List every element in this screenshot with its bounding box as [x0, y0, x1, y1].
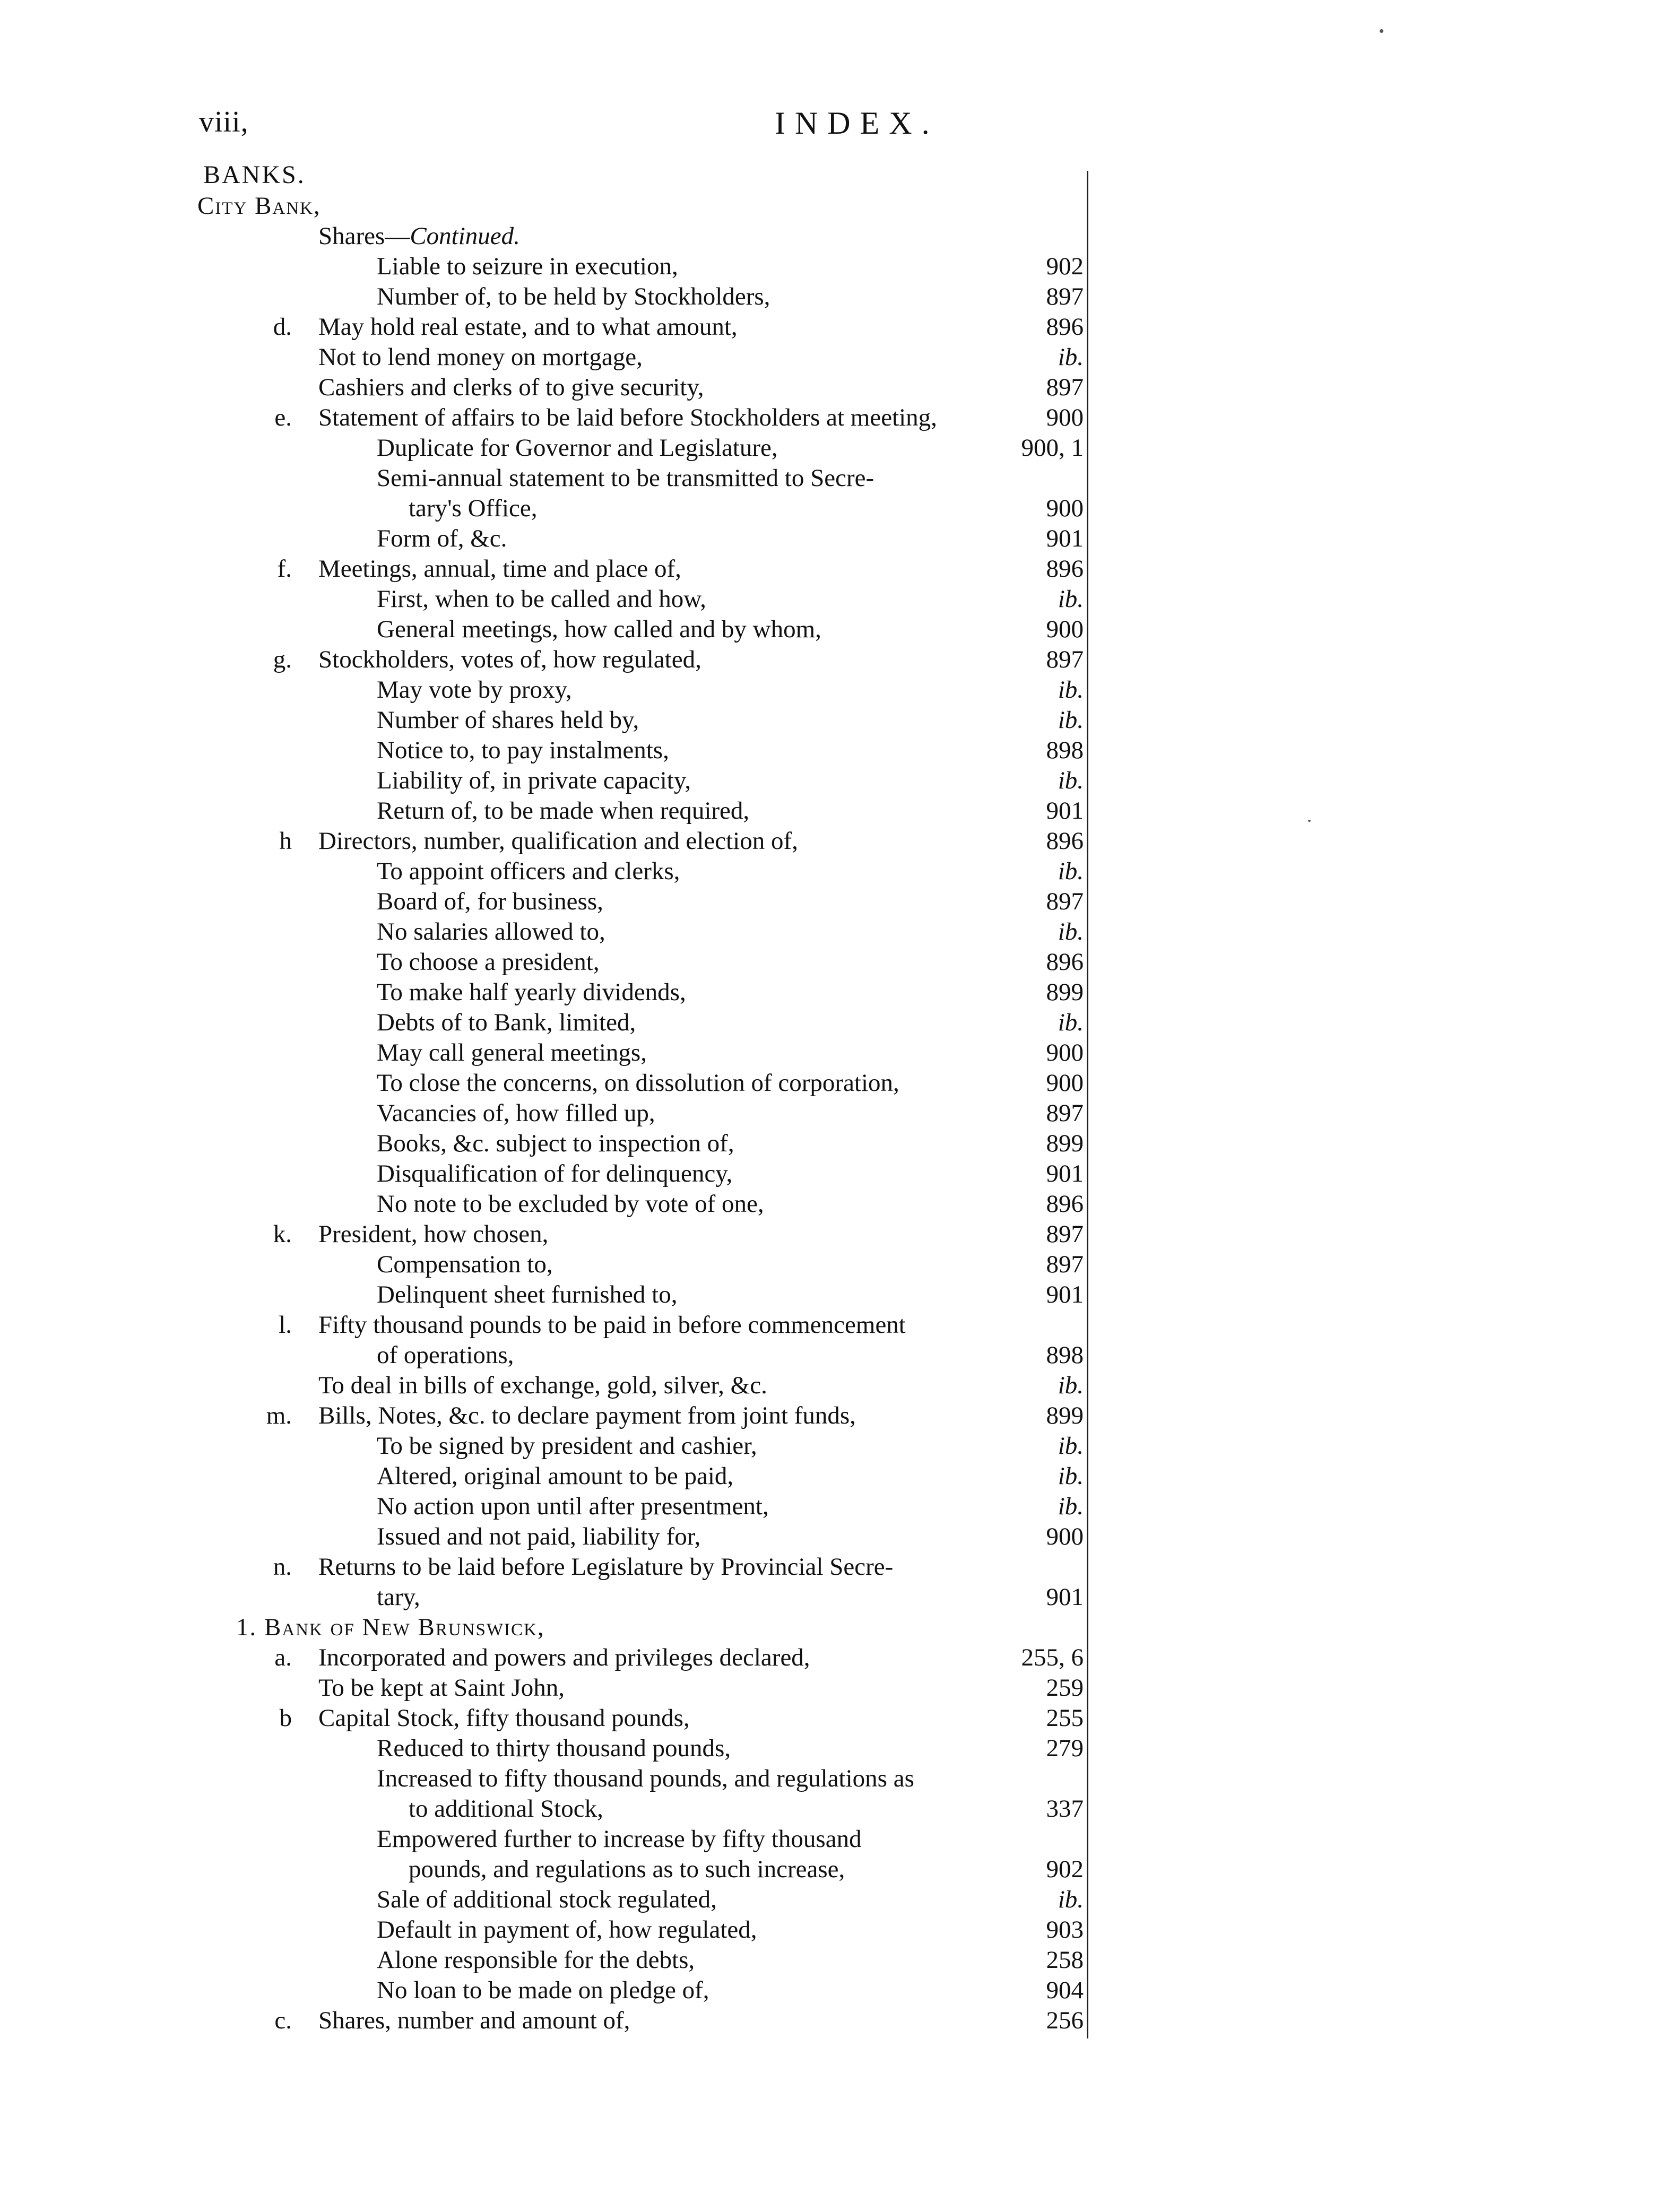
index-entry [0, 917, 1663, 947]
entry-text: To appoint officers and clerks, [377, 857, 680, 885]
entry-page-ref: 896 [1046, 948, 1084, 976]
entry-text: Default in payment of, how regulated, [377, 1916, 757, 1944]
entry-text: Number of, to be held by Stockholders, [377, 283, 770, 310]
entry-page-ref: 897 [1046, 646, 1084, 673]
entry-text: Bills, Notes, &c. to declare payment from joint funds, [318, 1402, 856, 1429]
entry-text: Altered, original amount to be paid, [377, 1462, 734, 1490]
entry-letter: k. [273, 1220, 292, 1248]
index-entry [0, 1915, 1663, 1945]
entry-text: First, when to be called and how, [377, 585, 706, 613]
entry-page-ref: 902 [1046, 253, 1084, 280]
index-entry [0, 1854, 1663, 1885]
entry-page-ref: 900, 1 [1021, 434, 1084, 462]
index-entry [0, 554, 1663, 584]
entry-page-ref: 900 [1046, 1069, 1084, 1097]
entry-page-ref: ib. [1058, 676, 1084, 704]
index-entry [0, 735, 1663, 766]
index-entry [0, 1552, 1663, 1582]
entry-page-ref: 279 [1046, 1734, 1084, 1762]
entry-text: Books, &c. subject to inspection of, [377, 1130, 734, 1157]
index-entry [0, 1219, 1663, 1250]
index-entry [0, 977, 1663, 1008]
entry-text: General meetings, how called and by whom, [377, 615, 821, 643]
page-speck [1308, 820, 1311, 822]
entry-page-ref: ib. [1058, 706, 1084, 734]
entry-page-ref: 900 [1046, 404, 1084, 431]
entry-text: May vote by proxy, [377, 676, 572, 704]
entry-text-emphasis: Continued. [410, 222, 520, 250]
index-entry [0, 1582, 1663, 1612]
index-entry [0, 705, 1663, 735]
entry-text: Reduced to thirty thousand pounds, [377, 1734, 731, 1762]
entry-text: No action upon until after presentment, [377, 1493, 769, 1520]
entry-text: To deal in bills of exchange, gold, silver, &c. [318, 1372, 767, 1399]
index-entries [0, 191, 1663, 2036]
index-entry [0, 312, 1663, 342]
index-entry [0, 1824, 1663, 1854]
index-entry [0, 826, 1663, 856]
entry-text: No loan to be made on pledge of, [377, 1976, 709, 2004]
entry-text: Incorporated and powers and privileges declared, [318, 1644, 810, 1671]
entry-text-main: Shares— [318, 222, 410, 250]
entry-text: to additional Stock, [409, 1795, 603, 1823]
page-number: viii, [199, 106, 249, 138]
entry-text: To be kept at Saint John, [318, 1674, 565, 1702]
entry-letter: c. [274, 2007, 292, 2034]
index-entry [0, 1461, 1663, 1491]
entry-text: Form of, &c. [377, 525, 507, 552]
entry-page-ref: ib. [1058, 1372, 1084, 1399]
index-entry [0, 433, 1663, 463]
entry-page-ref: 255 [1046, 1704, 1084, 1732]
entry-page-ref: 897 [1046, 283, 1084, 310]
index-entry [0, 796, 1663, 826]
entry-page-ref: ib. [1058, 1493, 1084, 1520]
index-entry [0, 282, 1663, 312]
entry-text: Vacancies of, how filled up, [377, 1099, 655, 1127]
index-entry [0, 1764, 1663, 1794]
entry-text: Increased to fifty thousand pounds, and regulations as [377, 1765, 914, 1792]
entry-text: tary's Office, [409, 495, 538, 522]
entry-page-ref: 900 [1046, 615, 1084, 643]
entry-page-ref: 904 [1046, 1976, 1084, 2004]
entry-page-ref: 898 [1046, 736, 1084, 764]
entry-text: May hold real estate, and to what amount, [318, 313, 738, 341]
entry-text: Sale of additional stock regulated, [377, 1886, 717, 1913]
entry-page-ref: 901 [1046, 1583, 1084, 1611]
index-entry [0, 1612, 1663, 1643]
page-title: INDEX. [775, 106, 939, 141]
entry-text: No salaries allowed to, [377, 918, 605, 945]
index-entry [0, 1189, 1663, 1219]
index-entry [0, 675, 1663, 705]
entry-text: Liable to seizure in execution, [377, 253, 678, 280]
entry-page-ref: 903 [1046, 1916, 1084, 1944]
index-entry [0, 1068, 1663, 1098]
entry-text: Returns to be laid before Legislature by Provincial Secre- [318, 1553, 894, 1581]
entry-text: To close the concerns, on dissolution of corporation, [377, 1069, 899, 1097]
entry-text: Not to lend money on mortgage, [318, 343, 643, 371]
entry-page-ref: 897 [1046, 1099, 1084, 1127]
entry-page-ref: 901 [1046, 525, 1084, 552]
index-entry [0, 1310, 1663, 1340]
entry-page-ref: 258 [1046, 1946, 1084, 1974]
entry-page-ref: 896 [1046, 555, 1084, 583]
entry-text: Return of, to be made when required, [377, 797, 750, 825]
entry-text: To be signed by president and cashier, [377, 1432, 757, 1460]
entry-text: Capital Stock, fifty thousand pounds, [318, 1704, 690, 1732]
entry-letter: b [279, 1704, 292, 1732]
index-entry [0, 1280, 1663, 1310]
index-entry [0, 1703, 1663, 1733]
entry-page-ref: 898 [1046, 1341, 1084, 1369]
index-entry [0, 584, 1663, 614]
entry-letter: n. [273, 1553, 292, 1581]
index-entry [0, 1159, 1663, 1189]
entry-text [318, 221, 520, 251]
index-entry [0, 1008, 1663, 1038]
entry-page-ref: ib. [1058, 585, 1084, 613]
entry-page-ref: 897 [1046, 1220, 1084, 1248]
entry-letter: m. [266, 1402, 292, 1429]
index-entry [0, 1098, 1663, 1129]
index-entry [0, 524, 1663, 554]
index-entry [0, 1491, 1663, 1522]
entry-page-ref: 256 [1046, 2007, 1084, 2034]
entry-letter: f. [277, 555, 292, 583]
entry-page-ref: 897 [1046, 374, 1084, 401]
entry-page-ref: 900 [1046, 1523, 1084, 1550]
entry-page-ref: ib. [1058, 767, 1084, 794]
entry-text: Notice to, to pay instalments, [377, 736, 669, 764]
entry-text: To choose a president, [377, 948, 600, 976]
entry-page-ref: ib. [1058, 1009, 1084, 1036]
entry-letter: a. [274, 1644, 292, 1671]
entry-letter: d. [273, 313, 292, 341]
index-entry [0, 1250, 1663, 1280]
index-entry [0, 1038, 1663, 1068]
index-entry [0, 1340, 1663, 1370]
entry-letter: g. [273, 646, 292, 673]
entry-page-ref: 899 [1046, 1130, 1084, 1157]
index-entry [0, 1733, 1663, 1764]
entry-text: President, how chosen, [318, 1220, 549, 1248]
index-entry [0, 372, 1663, 403]
entry-text: pounds, and regulations as to such increase, [409, 1855, 845, 1883]
entry-page-ref: 896 [1046, 827, 1084, 855]
entry-page-ref: 901 [1046, 1281, 1084, 1308]
entry-page-ref: ib. [1058, 343, 1084, 371]
entry-text: No note to be excluded by vote of one, [377, 1190, 764, 1218]
entry-text: Compensation to, [377, 1251, 553, 1278]
index-entry [0, 1673, 1663, 1703]
entry-text: Stockholders, votes of, how regulated, [318, 646, 701, 673]
index-entry [0, 1643, 1663, 1673]
index-entry [0, 1522, 1663, 1552]
entry-text: To make half yearly dividends, [377, 978, 686, 1006]
index-entry [0, 856, 1663, 887]
index-entry [0, 645, 1663, 675]
entry-page-ref: ib. [1058, 1886, 1084, 1913]
entry-text: Empowered further to increase by fifty thousand [377, 1825, 862, 1853]
entry-page-ref: ib. [1058, 1462, 1084, 1490]
entry-page-ref: 896 [1046, 1190, 1084, 1218]
entry-text: Fifty thousand pounds to be paid in before commencement [318, 1311, 906, 1339]
entry-text: Meetings, annual, time and place of, [318, 555, 681, 583]
entry-text: Liability of, in private capacity, [377, 767, 691, 794]
entry-text: May call general meetings, [377, 1039, 647, 1066]
index-entry [0, 887, 1663, 917]
entry-text: Cashiers and clerks of to give security, [318, 374, 704, 401]
index-entry [0, 191, 1663, 221]
index-entry [0, 1945, 1663, 1975]
index-entry [0, 1129, 1663, 1159]
entry-page-ref: 899 [1046, 978, 1084, 1006]
entry-text: Duplicate for Governor and Legislature, [377, 434, 778, 462]
entry-page-ref: 899 [1046, 1402, 1084, 1429]
index-entry [0, 1370, 1663, 1401]
entry-text: Alone responsible for the debts, [377, 1946, 695, 1974]
entry-page-ref: ib. [1058, 918, 1084, 945]
entry-text: City Bank, [197, 192, 321, 220]
page-speck [1380, 29, 1383, 33]
entry-page-ref: ib. [1058, 857, 1084, 885]
entry-page-ref: 901 [1046, 797, 1084, 825]
entry-text: Statement of affairs to be laid before Stockholders at meeting, [318, 404, 937, 431]
entry-letter: l. [279, 1311, 292, 1339]
entry-page-ref: 259 [1046, 1674, 1084, 1702]
index-entry [0, 1794, 1663, 1824]
entry-text: Issued and not paid, liability for, [377, 1523, 701, 1550]
index-entry [0, 1975, 1663, 2006]
entry-page-ref: 902 [1046, 1855, 1084, 1883]
entry-text: tary, [377, 1583, 420, 1611]
index-entry [0, 1431, 1663, 1461]
entry-text: Disqualification of for delinquency, [377, 1160, 733, 1187]
entry-text: Shares, number and amount of, [318, 2007, 630, 2034]
index-entry [0, 403, 1663, 433]
entry-page-ref: ib. [1058, 1432, 1084, 1460]
index-entry [0, 1885, 1663, 1915]
entry-text: Number of shares held by, [377, 706, 639, 734]
section-heading: BANKS. [203, 161, 306, 189]
index-entry [0, 947, 1663, 977]
entry-page-ref: 901 [1046, 1160, 1084, 1187]
entry-page-ref: 896 [1046, 313, 1084, 341]
index-entry [0, 493, 1663, 524]
index-entry [0, 342, 1663, 372]
index-entry [0, 614, 1663, 645]
entry-page-ref: 900 [1046, 495, 1084, 522]
index-entry [0, 463, 1663, 493]
entry-page-ref: 255, 6 [1021, 1644, 1084, 1671]
index-entry [0, 1401, 1663, 1431]
entry-text: Debts of to Bank, limited, [377, 1009, 636, 1036]
entry-text: 1. Bank of New Brunswick, [236, 1614, 545, 1641]
entry-letter: e. [274, 404, 292, 431]
index-entry [0, 221, 1663, 251]
entry-text: Delinquent sheet furnished to, [377, 1281, 678, 1308]
entry-page-ref: 897 [1046, 1251, 1084, 1278]
column-rule [1087, 171, 1088, 2038]
entry-text: Semi-annual statement to be transmitted to Secre- [377, 464, 874, 492]
index-entry [0, 2006, 1663, 2036]
entry-text: Board of, for business, [377, 888, 603, 915]
index-entry [0, 251, 1663, 282]
entry-page-ref: 337 [1046, 1795, 1084, 1823]
entry-page-ref: 897 [1046, 888, 1084, 915]
entry-text: Directors, number, qualification and election of, [318, 827, 798, 855]
entry-page-ref: 900 [1046, 1039, 1084, 1066]
entry-letter: h [279, 827, 292, 855]
entry-text: of operations, [377, 1341, 514, 1369]
index-entry [0, 766, 1663, 796]
